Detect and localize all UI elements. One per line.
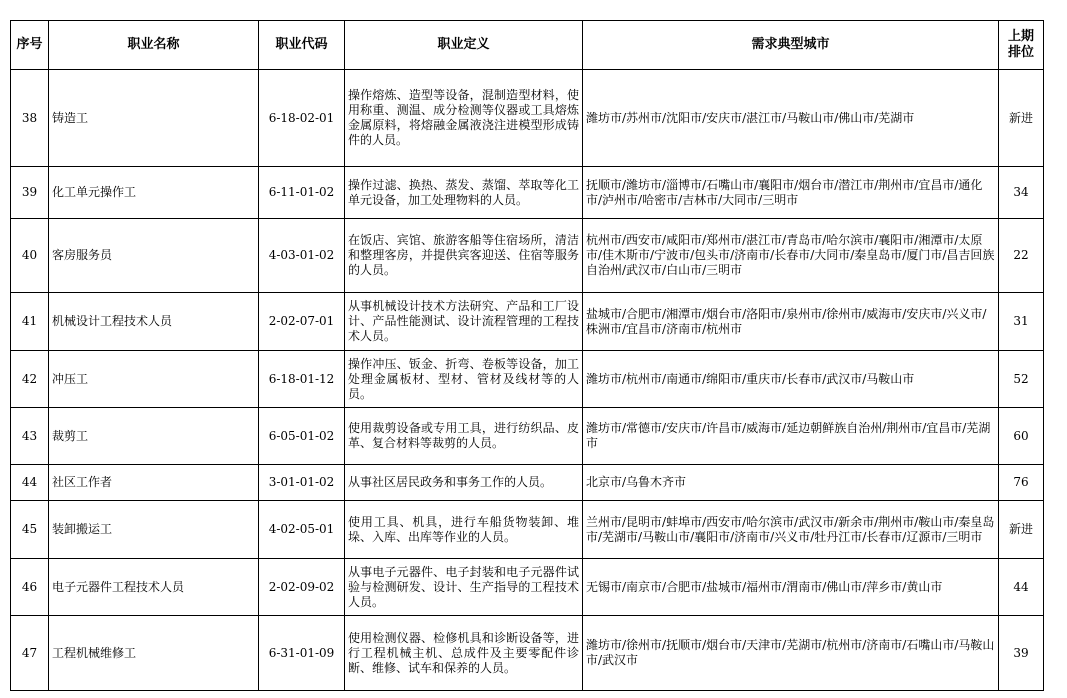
occupation-demand-table <box>10 20 1044 691</box>
row-occupation-name: 裁剪工 <box>49 408 259 465</box>
row-occupation-definition: 在饭店、宾馆、旅游客船等住宿场所，清洁和整理客房，并提供宾客迎送、住宿等服务的人员。 <box>345 219 583 293</box>
row-typical-cities: 潍坊市/杭州市/南通市/绵阳市/重庆市/长春市/武汉市/马鞍山市 <box>583 351 999 408</box>
header-index: 序号 <box>11 21 49 70</box>
table-row <box>11 219 1044 293</box>
row-occupation-definition: 从事机械设计技术方法研究、产品和工厂设计、产品性能测试、设计流程管理的工程技术人员。 <box>345 293 583 351</box>
row-previous-rank: 新进 <box>999 501 1044 559</box>
row-occupation-definition: 操作熔炼、造型等设备，混制造型材料，使用称重、测温、成分检测等仪器或工具熔炼金属原料，将熔融金属液浇注进模型形成铸件的人员。 <box>345 70 583 167</box>
row-typical-cities: 杭州市/西安市/咸阳市/郑州市/湛江市/青岛市/哈尔滨市/襄阳市/湘潭市/太原市/佳木斯市/宁波市/包头市/济南市/长春市/大同市/秦皇岛市/厦门市/昌吉回族自治州/武汉市/白山市/三明市 <box>583 219 999 293</box>
row-occupation-definition: 使用裁剪设备或专用工具，进行纺织品、皮革、复合材料等裁剪的人员。 <box>345 408 583 465</box>
row-occupation-code: 6-05-01-02 <box>259 408 345 465</box>
row-occupation-code: 3-01-01-02 <box>259 465 345 501</box>
row-typical-cities: 潍坊市/苏州市/沈阳市/安庆市/湛江市/马鞍山市/佛山市/芜湖市 <box>583 70 999 167</box>
row-index: 40 <box>11 219 49 293</box>
row-occupation-code: 2-02-09-02 <box>259 559 345 616</box>
row-occupation-name: 工程机械维修工 <box>49 616 259 691</box>
table-row <box>11 501 1044 559</box>
row-previous-rank: 22 <box>999 219 1044 293</box>
row-previous-rank: 52 <box>999 351 1044 408</box>
table-row <box>11 616 1044 691</box>
row-typical-cities: 潍坊市/徐州市/抚顺市/烟台市/天津市/芜湖市/杭州市/济南市/石嘴山市/马鞍山市/武汉市 <box>583 616 999 691</box>
row-occupation-code: 2-02-07-01 <box>259 293 345 351</box>
row-occupation-definition: 使用工具、机具，进行车船货物装卸、堆垛、入库、出库等作业的人员。 <box>345 501 583 559</box>
table-row <box>11 70 1044 167</box>
row-occupation-name: 铸造工 <box>49 70 259 167</box>
table-row <box>11 408 1044 465</box>
row-occupation-definition: 使用检测仪器、检修机具和诊断设备等，进行工程机械主机、总成件及主要零配件诊断、维修、试车和保养的人员。 <box>345 616 583 691</box>
header-occupation-code: 职业代码 <box>259 21 345 70</box>
table-row <box>11 293 1044 351</box>
header-occupation-definition: 职业定义 <box>345 21 583 70</box>
row-occupation-name: 化工单元操作工 <box>49 167 259 219</box>
row-index: 42 <box>11 351 49 408</box>
row-occupation-name: 装卸搬运工 <box>49 501 259 559</box>
row-previous-rank: 76 <box>999 465 1044 501</box>
table-row <box>11 465 1044 501</box>
row-occupation-name: 机械设计工程技术人员 <box>49 293 259 351</box>
table-row <box>11 559 1044 616</box>
row-typical-cities: 抚顺市/潍坊市/淄博市/石嘴山市/襄阳市/烟台市/潜江市/荆州市/宜昌市/通化市/泸州市/哈密市/吉林市/大同市/三明市 <box>583 167 999 219</box>
row-previous-rank: 新进 <box>999 70 1044 167</box>
occupation-table-sheet <box>10 20 1043 691</box>
row-occupation-definition: 从事电子元器件、电子封装和电子元器件试验与检测研发、设计、生产指导的工程技术人员。 <box>345 559 583 616</box>
row-typical-cities: 北京市/乌鲁木齐市 <box>583 465 999 501</box>
row-occupation-code: 6-31-01-09 <box>259 616 345 691</box>
row-occupation-code: 6-11-01-02 <box>259 167 345 219</box>
row-typical-cities: 盐城市/合肥市/湘潭市/烟台市/洛阳市/泉州市/徐州市/威海市/安庆市/兴义市/株洲市/宜昌市/济南市/杭州市 <box>583 293 999 351</box>
table-row <box>11 167 1044 219</box>
row-occupation-name: 客房服务员 <box>49 219 259 293</box>
row-occupation-definition: 从事社区居民政务和事务工作的人员。 <box>345 465 583 501</box>
row-typical-cities: 兰州市/昆明市/蚌埠市/西安市/哈尔滨市/武汉市/新余市/荆州市/鞍山市/秦皇岛市/芜湖市/马鞍山市/襄阳市/济南市/兴义市/牡丹江市/长春市/辽源市/三明市 <box>583 501 999 559</box>
row-occupation-code: 4-03-01-02 <box>259 219 345 293</box>
row-previous-rank: 44 <box>999 559 1044 616</box>
row-occupation-code: 6-18-02-01 <box>259 70 345 167</box>
table-row <box>11 351 1044 408</box>
row-index: 46 <box>11 559 49 616</box>
header-previous-rank: 上期排位 <box>999 21 1044 70</box>
header-typical-cities: 需求典型城市 <box>583 21 999 70</box>
row-previous-rank: 34 <box>999 167 1044 219</box>
row-typical-cities: 潍坊市/常德市/安庆市/许昌市/威海市/延边朝鲜族自治州/荆州市/宜昌市/芜湖市 <box>583 408 999 465</box>
row-index: 43 <box>11 408 49 465</box>
row-occupation-code: 6-18-01-12 <box>259 351 345 408</box>
row-occupation-code: 4-02-05-01 <box>259 501 345 559</box>
row-previous-rank: 39 <box>999 616 1044 691</box>
row-index: 44 <box>11 465 49 501</box>
row-occupation-name: 社区工作者 <box>49 465 259 501</box>
table-header-row <box>11 21 1044 70</box>
row-occupation-definition: 操作冲压、钣金、折弯、卷板等设备，加工处理金属板材、型材、管材及线材等的人员。 <box>345 351 583 408</box>
row-occupation-definition: 操作过滤、换热、蒸发、蒸馏、萃取等化工单元设备，加工处理物料的人员。 <box>345 167 583 219</box>
row-index: 45 <box>11 501 49 559</box>
header-occupation-name: 职业名称 <box>49 21 259 70</box>
row-index: 41 <box>11 293 49 351</box>
row-index: 47 <box>11 616 49 691</box>
row-previous-rank: 31 <box>999 293 1044 351</box>
row-previous-rank: 60 <box>999 408 1044 465</box>
row-typical-cities: 无锡市/南京市/合肥市/盐城市/福州市/渭南市/佛山市/萍乡市/黄山市 <box>583 559 999 616</box>
row-index: 38 <box>11 70 49 167</box>
row-index: 39 <box>11 167 49 219</box>
row-occupation-name: 冲压工 <box>49 351 259 408</box>
row-occupation-name: 电子元器件工程技术人员 <box>49 559 259 616</box>
